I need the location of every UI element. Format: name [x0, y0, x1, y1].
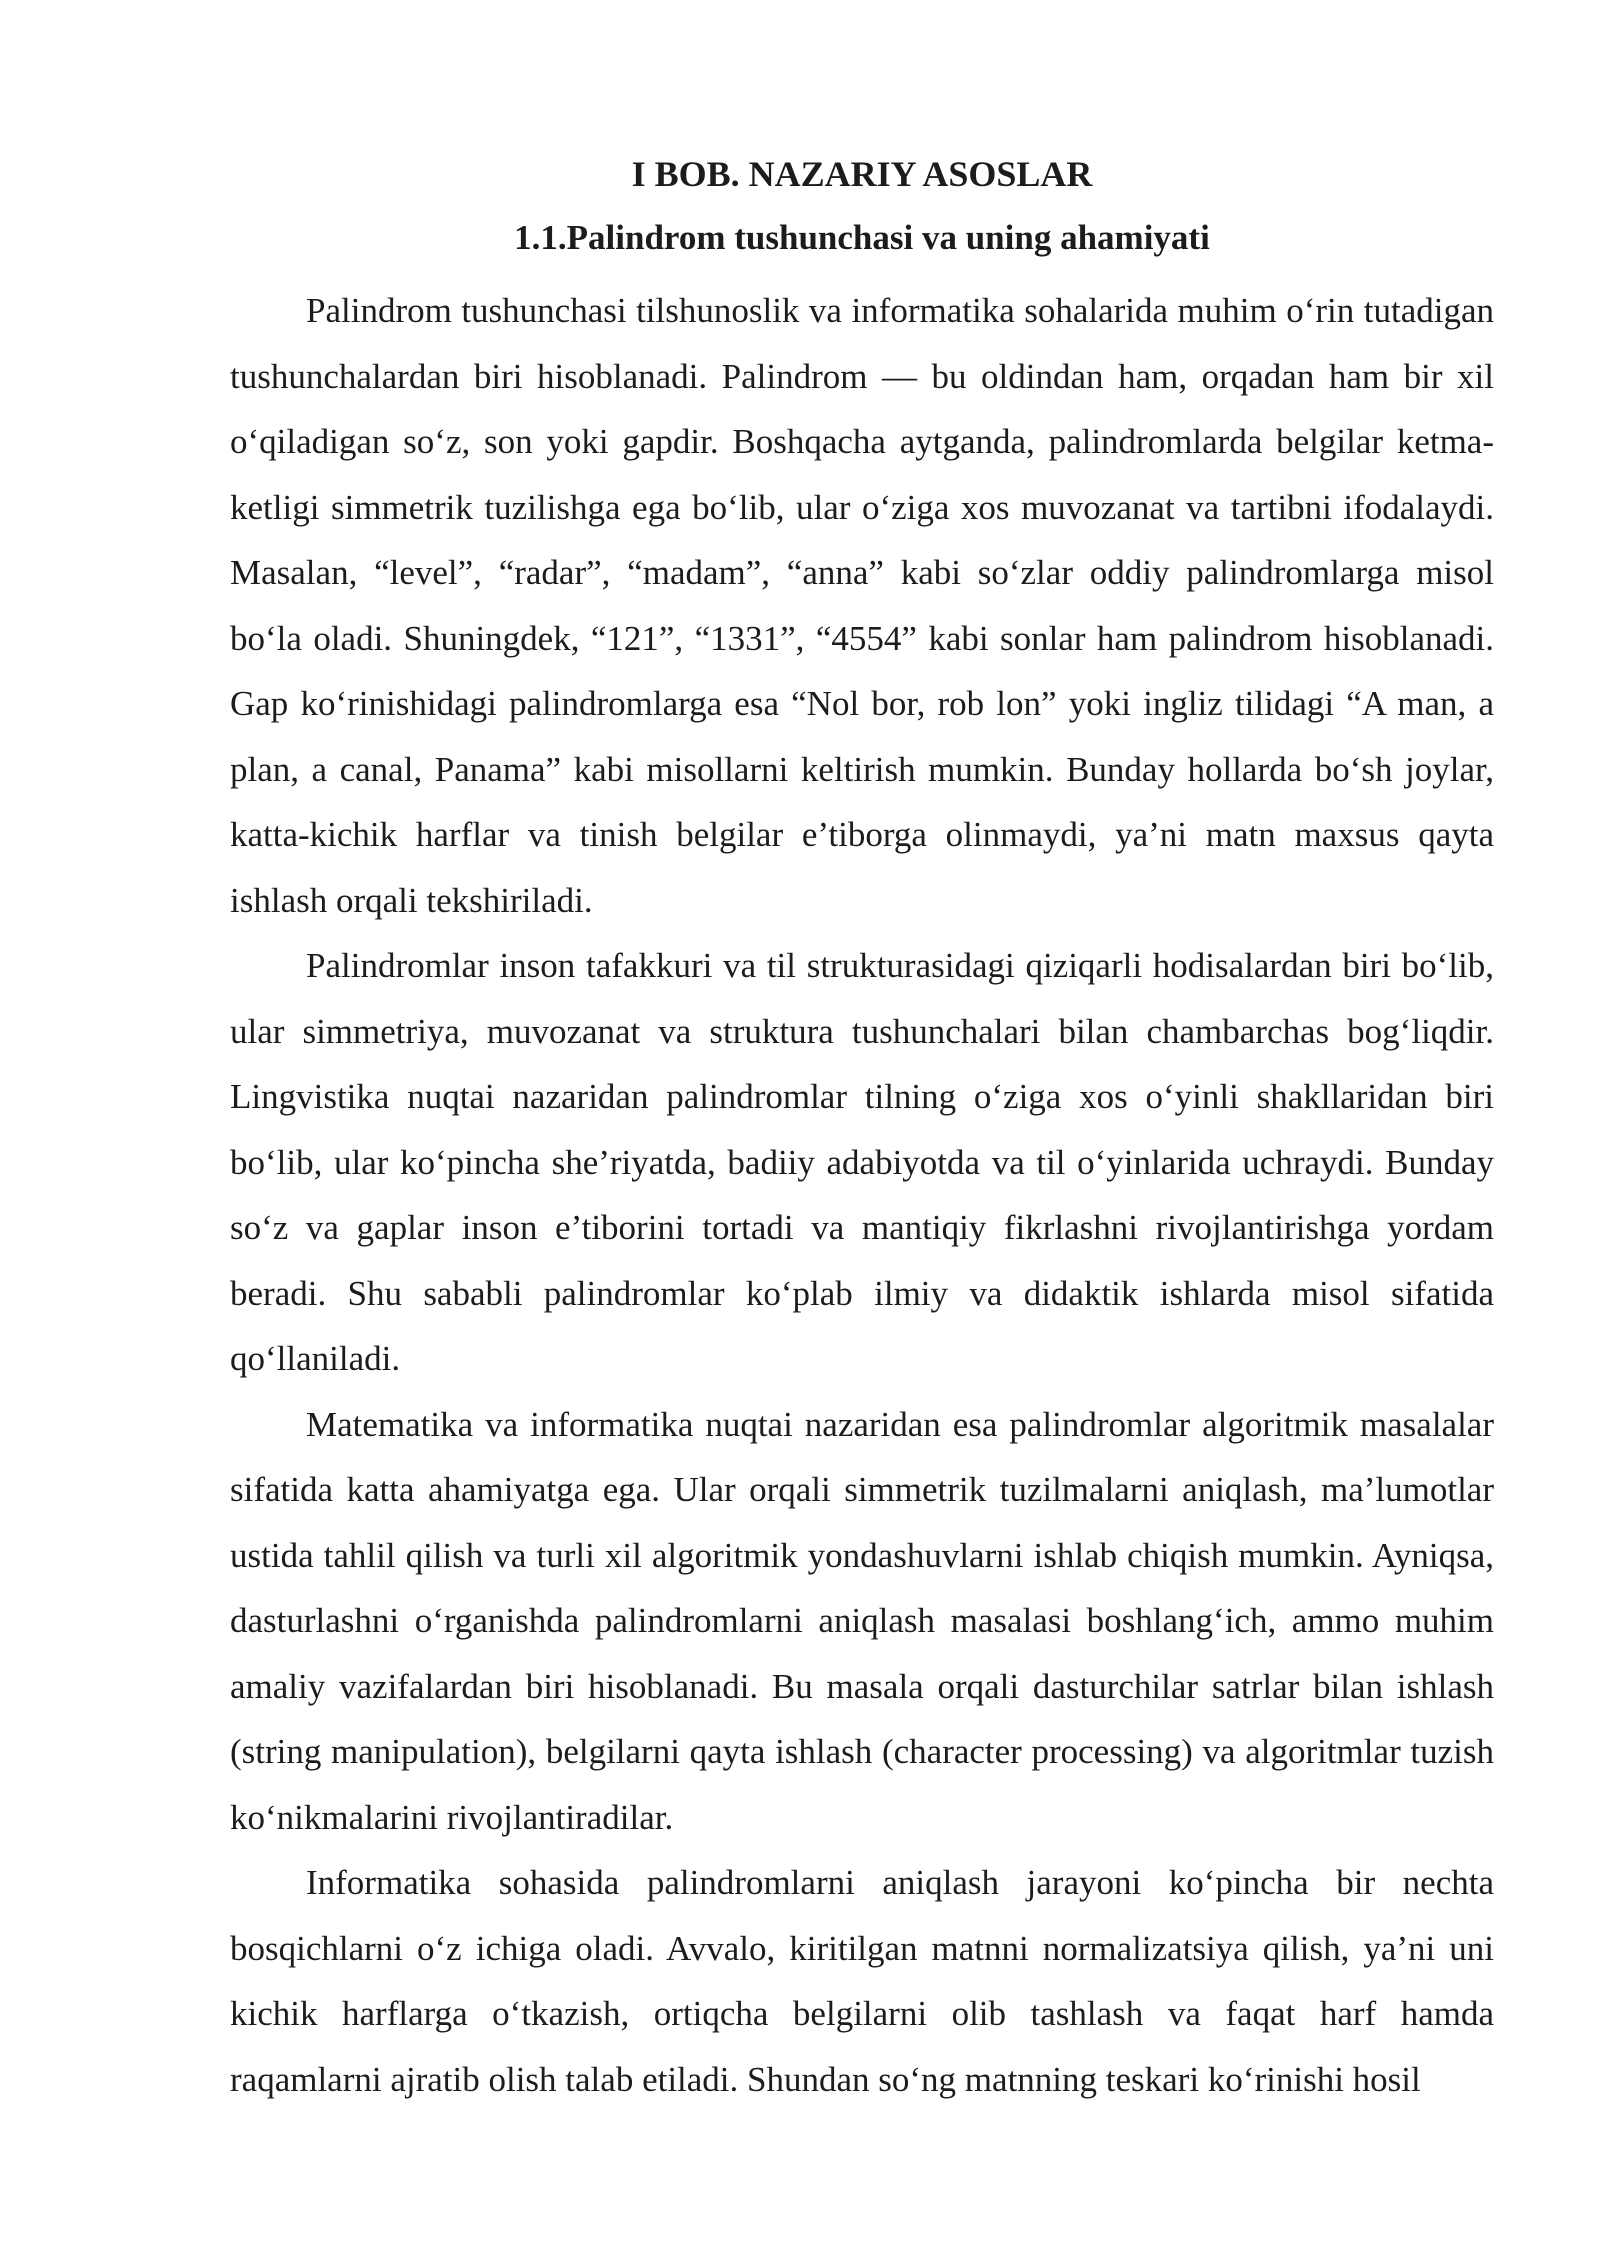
chapter-title: I BOB. NAZARIY ASOSLAR: [631, 154, 1093, 194]
paragraph-3: Matematika va informatika nuqtai nazaridan esa palindromlar algoritmik masalalar sifatida katta ahamiyatga ega. Ular orqali simmetrik tuzilmalarni aniqlash, ma’lumotlar ustida tahlil qilish va turli xil algoritmik yondashuvlarni ishlab chiqish mumkin. Ayniqsa, dasturlashni o‘rganishda palindromlarni aniqlash masalasi boshlang‘ich, ammo muhim amaliy vazifalardan biri hisoblanadi. Bu masala orqali dasturchilar satrlar bilan ishlash (string manipulation), belgilarni qayta ishlash (character processing) va algoritmlar tuzish ko‘nikmalarini rivojlantiradilar.: [230, 1404, 1494, 1837]
paragraph-2: Palindromlar inson tafakkuri va til strukturasidagi qiziqarli hodisalardan biri bo‘lib, ular simmetriya, muvozanat va struktura tushunchalari bilan chambarchas bog‘liqdir. Lingvistika nuqtai nazaridan palindromlar tilning o‘ziga xos o‘yinli shakllaridan biri bo‘lib, ular ko‘pincha she’riyatda, badiiy adabiyotda va til o‘yinlarida uchraydi. Bunday so‘z va gaplar inson e’tiborini tortadi va mantiqiy fikrlashni rivojlantirishga yordam beradi. Shu sababli palindromlar ko‘plab ilmiy va didaktik ishlarda misol sifatida qo‘llaniladi.: [230, 946, 1494, 1378]
paragraph-1: Palindrom tushunchasi tilshunoslik va informatika sohalarida muhim o‘rin tutadigan tushunchalardan biri hisoblanadi. Palindrom — bu oldindan ham, orqadan ham bir xil o‘qiladigan so‘z, son yoki gapdir. Boshqacha aytganda, palindromlarda belgilar ketma-ketligi simmetrik tuzilishga ega bo‘lib, ular o‘ziga xos muvozanat va tartibni ifodalaydi. Masalan, “level”, “radar”, “madam”, “anna” kabi so‘zlar oddiy palindromlarga misol bo‘la oladi. Shuningdek, “121”, “1331”, “4554” kabi sonlar ham palindrom hisoblanadi. Gap ko‘rinishidagi palindromlarga esa “Nol bor, rob lon” yoki ingliz tilidagi “A man, a plan, a canal, Panama” kabi misollarni keltirish mumkin. Bunday hollarda bo‘sh joylar, katta-kichik harflar va tinish belgilar e’tiborga olinmaydi, ya’ni matn maxsus qayta ishlash orqali tekshiriladi.: [230, 291, 1494, 920]
section-title: 1.1.Palindrom tushunchasi va uning ahamiyati: [514, 218, 1210, 257]
page-content: [230, 148, 1494, 2112]
paragraph-4: Informatika sohasida palindromlarni aniqlash jarayoni ko‘pincha bir nechta bosqichlarni o‘z ichiga oladi. Avvalo, kiritilgan matnni normalizatsiya qilish, ya’ni uni kichik harflarga o‘tkazish, ortiqcha belgilarni olib tashlash va faqat harf hamda raqamlarni ajratib olish talab etiladi. Shundan so‘ng matnning teskari ko‘rinishi hosil: [230, 1863, 1494, 2099]
